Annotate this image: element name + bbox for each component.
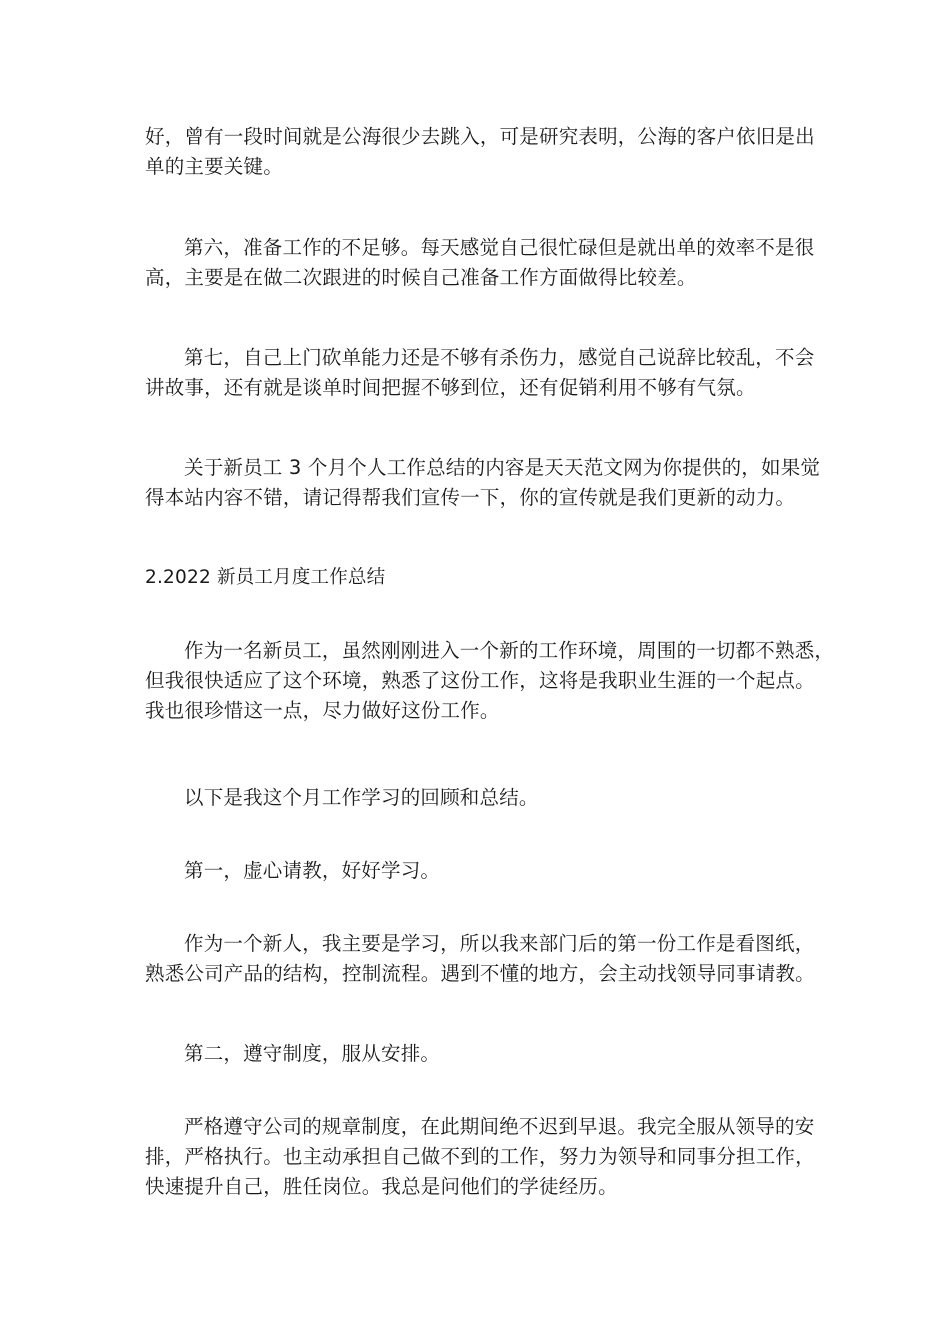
paragraph-learning — [145, 929, 835, 989]
text-line: 但我很快适应了这个环境，熟悉了这份工作，这将是我职业生涯的一个起点。 — [145, 669, 815, 692]
text-line: 单的主要关键。 — [145, 155, 283, 178]
text-line: 严格遵守公司的规章制度，在此期间绝不迟到早退。我完全服从领导的安 — [184, 1115, 815, 1138]
text-line: 第七，自己上门砍单能力还是不够有杀伤力，感觉自己说辞比较乱，不会 — [184, 346, 815, 369]
text-line: 以下是我这个月工作学习的回顾和总结。 — [184, 786, 539, 809]
paragraph-review — [145, 783, 835, 813]
text-line: 得本站内容不错，请记得帮我们宣传一下，你的宣传就是我们更新的动力。 — [145, 486, 796, 509]
section-heading — [145, 563, 835, 593]
paragraph-rules — [145, 1112, 835, 1202]
text-line: 关于新员工 3 个月个人工作总结的内容是天天范文网为你提供的，如果觉 — [184, 456, 821, 479]
paragraph-second-point — [145, 1039, 835, 1069]
text-line: 快速提升自己，胜任岗位。我总是问他们的学徒经历。 — [145, 1175, 618, 1198]
text-line: 第二，遵守制度，服从安排。 — [184, 1042, 441, 1065]
text-line: 第六，准备工作的不足够。每天感觉自己很忙碌但是就出单的效率不是很 — [184, 236, 815, 259]
text-line: 第一，虚心请教，好好学习。 — [184, 859, 441, 882]
paragraph-sixth-point — [145, 233, 835, 293]
text-line: 好，曾有一段时间就是公海很少去跳入，可是研究表明，公海的客户依旧是出 — [145, 125, 815, 148]
paragraph-seventh-point — [145, 343, 835, 403]
paragraph-continued — [145, 122, 835, 182]
paragraph-intro — [145, 636, 835, 726]
text-line: 排，严格执行。也主动承担自己做不到的工作，努力为领导和同事分担工作， — [145, 1145, 815, 1168]
text-line: 作为一名新员工，虽然刚刚进入一个新的工作环境，周围的一切都不熟悉， — [184, 639, 835, 662]
text-line: 讲故事，还有就是谈单时间把握不够到位，还有促销利用不够有气氛。 — [145, 376, 756, 399]
paragraph-first-point — [145, 856, 835, 886]
text-line: 高，主要是在做二次跟进的时候自己准备工作方面做得比较差。 — [145, 266, 697, 289]
paragraph-source-note — [145, 453, 835, 513]
text-line: 我也很珍惜这一点，尽力做好这份工作。 — [145, 699, 500, 722]
text-line: 熟悉公司产品的结构，控制流程。遇到不懂的地方，会主动找领导同事请教。 — [145, 962, 815, 985]
text-line: 作为一个新人，我主要是学习，所以我来部门后的第一份工作是看图纸， — [184, 932, 815, 955]
section-title: 2.2022 新员工月度工作总结 — [145, 567, 386, 588]
